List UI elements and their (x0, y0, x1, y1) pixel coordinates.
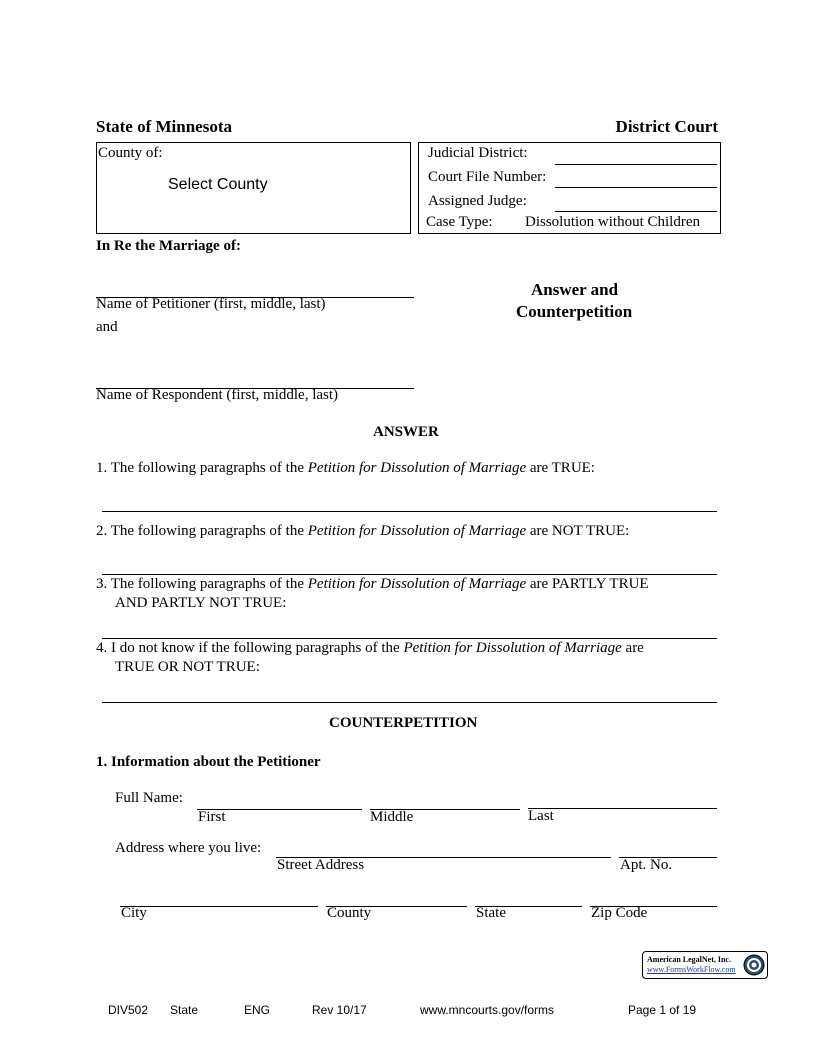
footer-language: ENG (244, 1003, 271, 1017)
court-file-label: Court File Number: (428, 169, 547, 185)
american-legalnet-logo[interactable] (642, 951, 768, 979)
and-text: and (96, 319, 118, 335)
county-label-field: County (327, 905, 372, 921)
answer-item-4-line[interactable] (102, 702, 717, 703)
answer-item-3: 3. The following paragraphs of the Petition for Dissolution of Marriage are PARTLY TRUE (96, 576, 649, 592)
counterpetition-heading: COUNTERPETITION (329, 715, 478, 731)
city-label: City (121, 905, 147, 921)
answer-heading: ANSWER (373, 424, 439, 440)
answer-item-2: 2. The following paragraphs of the Petition for Dissolution of Marriage are NOT TRUE: (96, 523, 630, 539)
petitioner-name-label: Name of Petitioner (first, middle, last) (96, 296, 326, 312)
footer-url[interactable]: www.mncourts.gov/forms (420, 1003, 555, 1017)
middle-label: Middle (370, 809, 414, 825)
logo-website-link[interactable]: www.FormsWorkFlow.com (647, 965, 736, 974)
answer-item-3-line[interactable] (102, 638, 717, 639)
last-name-field[interactable] (528, 808, 717, 809)
answer-item-3-cont: AND PARTLY NOT TRUE: (115, 595, 287, 611)
answer-item-4-cont: TRUE OR NOT TRUE: (115, 659, 260, 675)
answer-item-4: 4. I do not know if the following paragraphs of the Petition for Dissolution of Marriage are (96, 640, 644, 656)
zip-code-label: Zip Code (591, 905, 648, 921)
case-type-value: Dissolution without Children (525, 214, 701, 230)
form-title-line1: Answer and (531, 280, 619, 299)
footer-page-number: Page 1 of 19 (628, 1003, 697, 1017)
street-address-label: Street Address (277, 857, 365, 873)
answer-item-2-line[interactable] (102, 574, 717, 575)
full-name-label: Full Name: (115, 790, 183, 806)
footer-revision: Rev 10/17 (312, 1003, 367, 1017)
county-select[interactable]: Select County (168, 176, 268, 193)
in-re-heading: In Re the Marriage of: (96, 238, 241, 254)
answer-item-1-line[interactable] (102, 511, 717, 512)
county-box (96, 142, 411, 234)
footer-state: State (170, 1003, 199, 1017)
footer-form-id: DIV502 (108, 1003, 149, 1017)
petitioner-info-heading: 1. Information about the Petitioner (96, 754, 321, 770)
address-label: Address where you live: (115, 840, 262, 856)
assigned-judge-field[interactable] (555, 211, 717, 212)
court-heading: District Court (615, 117, 718, 136)
court-file-field[interactable] (555, 187, 717, 188)
county-label: County of: (98, 145, 163, 161)
form-title-line2: Counterpetition (516, 302, 633, 321)
logo-globe-icon (743, 954, 765, 976)
assigned-judge-label: Assigned Judge: (428, 193, 527, 209)
judicial-district-label: Judicial District: (428, 145, 528, 161)
apt-no-label: Apt. No. (620, 857, 673, 873)
last-label: Last (528, 808, 554, 824)
judicial-district-field[interactable] (555, 164, 717, 165)
case-info-box (418, 142, 721, 234)
first-label: First (198, 809, 226, 825)
city-field[interactable] (120, 906, 318, 907)
answer-item-1: 1. The following paragraphs of the Petition for Dissolution of Marriage are TRUE: (96, 460, 595, 476)
logo-company-name: American LegalNet, Inc. (647, 955, 731, 964)
case-type-label: Case Type: (426, 214, 493, 230)
respondent-name-label: Name of Respondent (first, middle, last) (96, 387, 339, 403)
state-label-field: State (476, 905, 506, 921)
state-heading: State of Minnesota (96, 117, 232, 136)
